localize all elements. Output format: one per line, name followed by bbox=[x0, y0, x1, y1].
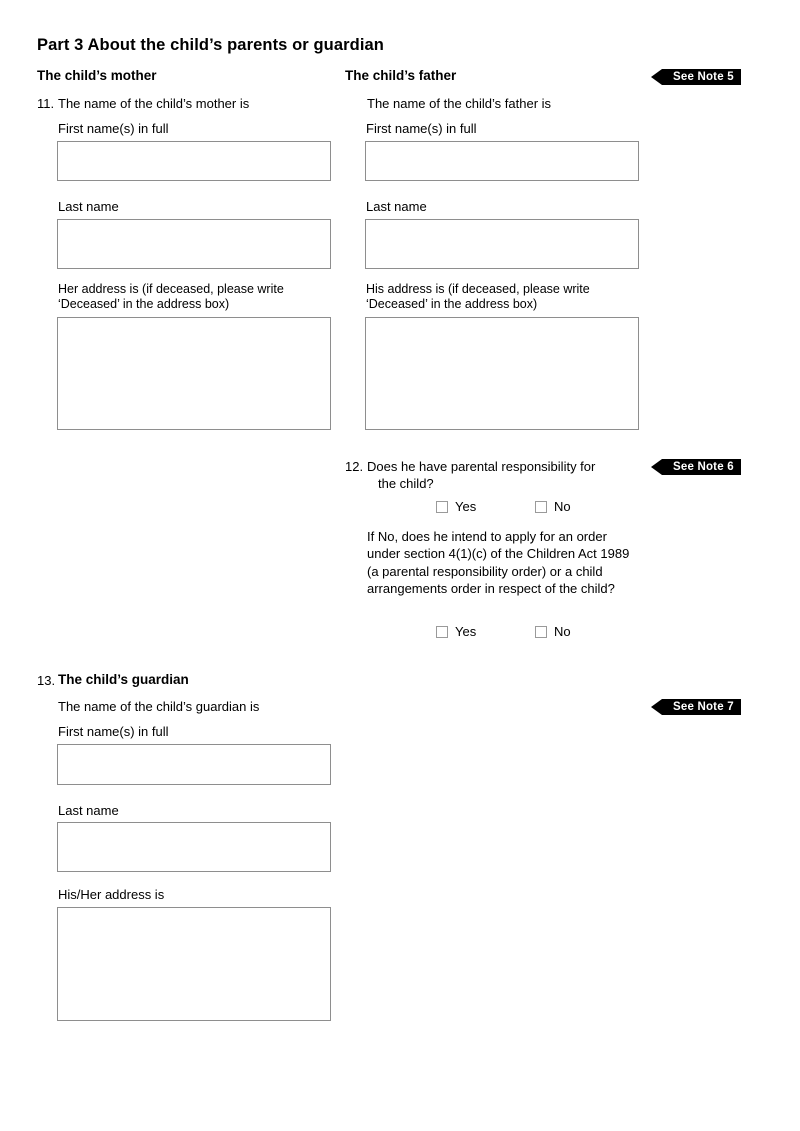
question-12-followup-paragraph: If No, does he intend to apply for an order under section 4(1)(c) of the Children Act 1989 (a parental responsibility order) or a child arrangements order in respect of the child? bbox=[367, 529, 630, 596]
guardian-address-input[interactable] bbox=[57, 907, 331, 1021]
left-arrow-icon bbox=[651, 459, 662, 475]
father-address-input[interactable] bbox=[365, 317, 639, 430]
question-12-no-checkbox[interactable] bbox=[535, 501, 547, 513]
father-question-text: The name of the child’s father is bbox=[367, 96, 552, 111]
see-note-6-label: See Note 6 bbox=[667, 459, 741, 475]
question-12b-no-option[interactable] bbox=[535, 624, 571, 639]
father-last-name-label: Last name bbox=[366, 199, 427, 214]
guardian-first-name-label: First name(s) in full bbox=[58, 724, 169, 739]
mother-address-label-line1: Her address is (if deceased, please write bbox=[58, 282, 284, 296]
question-12b-yes-option[interactable] bbox=[436, 624, 476, 639]
father-section-heading: The child’s father bbox=[345, 68, 457, 83]
question-12b-no-checkbox[interactable] bbox=[535, 626, 547, 638]
mother-address-input[interactable] bbox=[57, 317, 331, 430]
question-12-number: 12. bbox=[345, 459, 364, 474]
question-12-text-line2: the child? bbox=[378, 476, 434, 491]
father-last-name-input[interactable] bbox=[365, 219, 639, 269]
mother-section-heading: The child’s mother bbox=[37, 68, 157, 83]
question-12b-yes-label: Yes bbox=[455, 624, 477, 639]
mother-last-name-label: Last name bbox=[58, 199, 119, 214]
father-address-label-line2: ‘Deceased’ in the address box) bbox=[366, 297, 538, 311]
question-12-no-label: No bbox=[554, 499, 571, 514]
question-13-number: 13. bbox=[37, 673, 56, 688]
father-first-name-label: First name(s) in full bbox=[366, 121, 477, 136]
see-note-6-flag[interactable] bbox=[651, 459, 741, 475]
question-12-text-line1: Does he have parental responsibility for bbox=[367, 459, 596, 474]
guardian-last-name-label: Last name bbox=[58, 803, 119, 818]
question-12-yes-option[interactable] bbox=[436, 499, 476, 514]
father-first-name-input[interactable] bbox=[365, 141, 639, 181]
mother-question-number: 11. bbox=[37, 96, 55, 111]
mother-first-name-label: First name(s) in full bbox=[58, 121, 169, 136]
mother-first-name-input[interactable] bbox=[57, 141, 331, 181]
guardian-question-text: The name of the child’s guardian is bbox=[58, 699, 260, 714]
guardian-last-name-input[interactable] bbox=[57, 822, 331, 872]
father-address-label-line1: His address is (if deceased, please write bbox=[366, 282, 590, 296]
page-title: Part 3 About the child’s parents or guardian bbox=[37, 36, 384, 54]
question-12-yes-label: Yes bbox=[455, 499, 477, 514]
see-note-5-label: See Note 5 bbox=[667, 69, 741, 85]
guardian-section-heading: The child’s guardian bbox=[58, 672, 189, 687]
mother-address-label-line2: ‘Deceased’ in the address box) bbox=[58, 297, 230, 311]
mother-question-text: The name of the child’s mother is bbox=[58, 96, 250, 111]
see-note-7-label: See Note 7 bbox=[667, 699, 741, 715]
left-arrow-icon bbox=[651, 69, 662, 85]
question-12b-no-label: No bbox=[554, 624, 571, 639]
question-12-yes-checkbox[interactable] bbox=[436, 501, 448, 513]
question-12b-yes-checkbox[interactable] bbox=[436, 626, 448, 638]
left-arrow-icon bbox=[651, 699, 662, 715]
guardian-first-name-input[interactable] bbox=[57, 744, 331, 785]
see-note-7-flag[interactable] bbox=[651, 699, 741, 715]
see-note-5-flag[interactable] bbox=[651, 69, 741, 85]
guardian-address-label: His/Her address is bbox=[58, 887, 165, 902]
question-12-no-option[interactable] bbox=[535, 499, 571, 514]
mother-last-name-input[interactable] bbox=[57, 219, 331, 269]
